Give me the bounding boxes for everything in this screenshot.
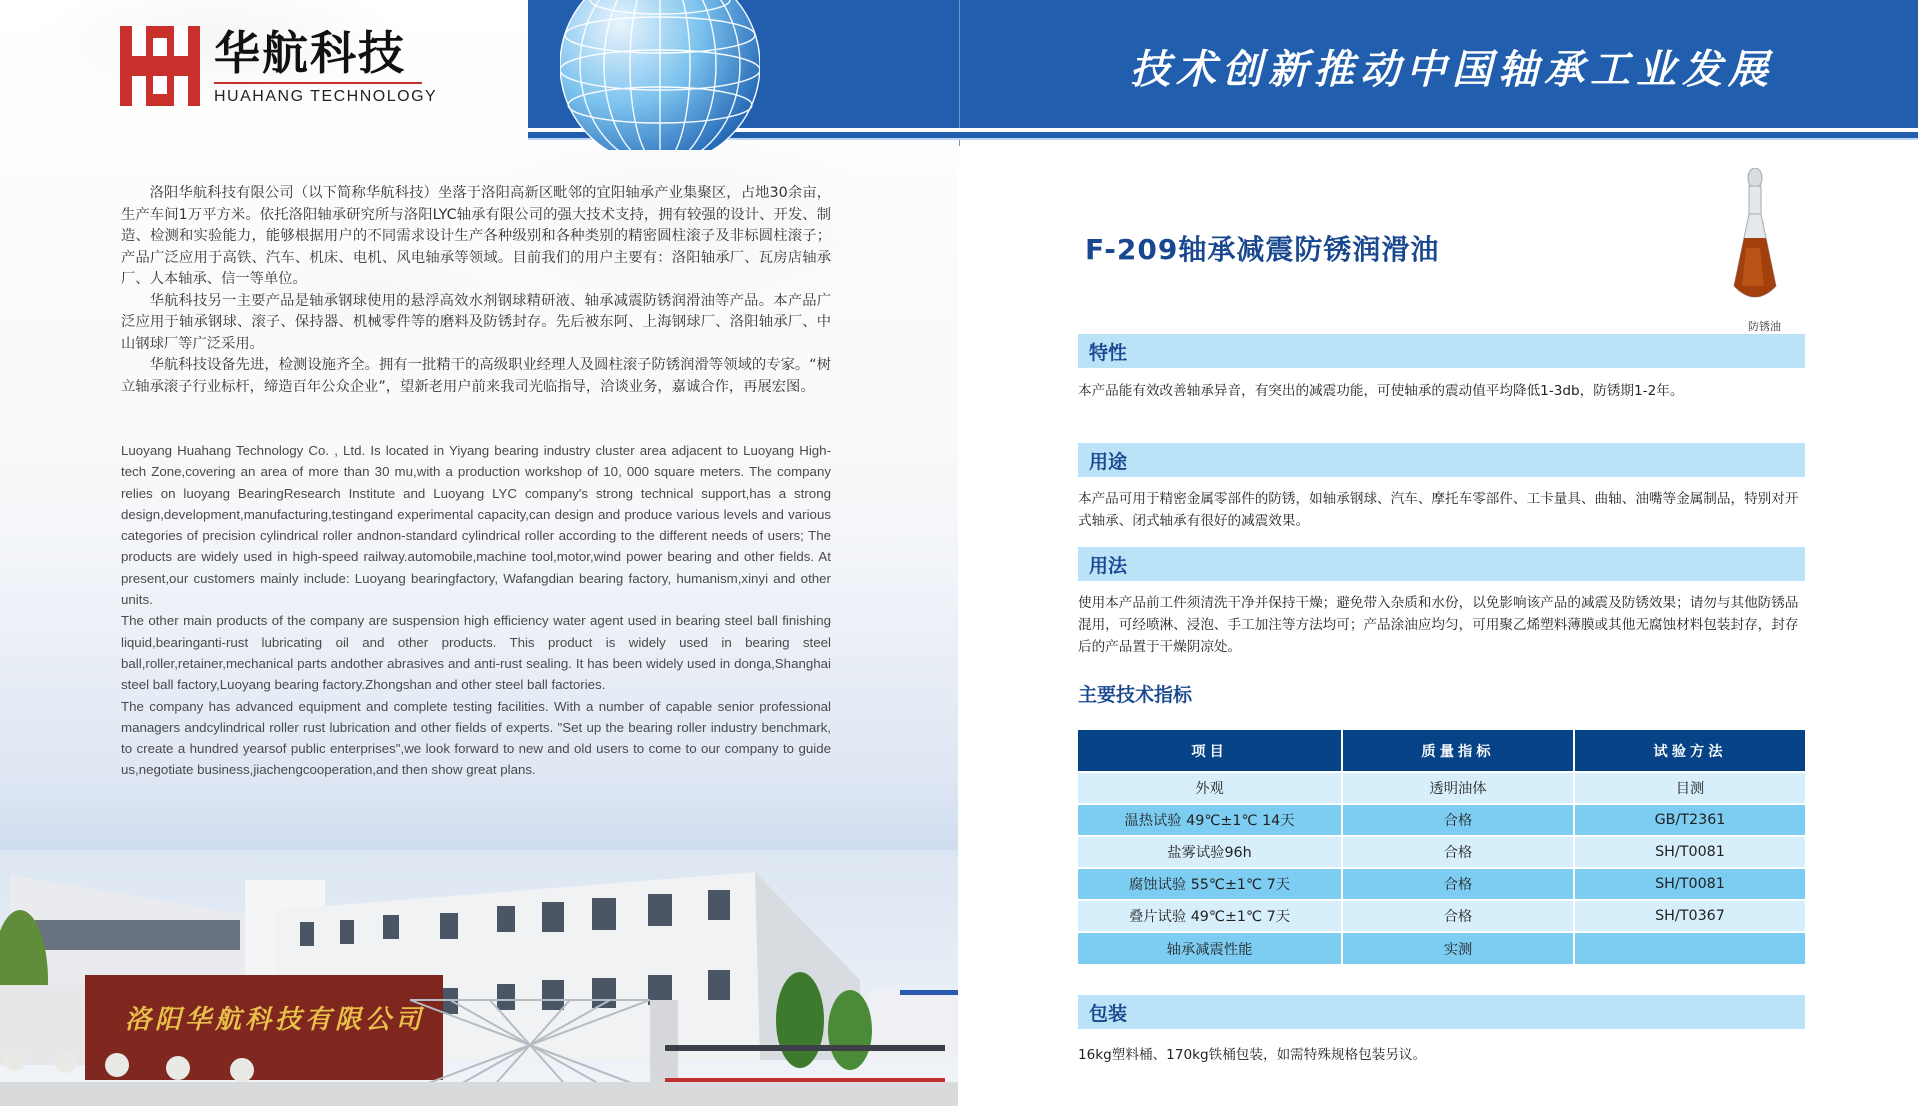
page-spine-divider: [959, 0, 960, 146]
logo-mark-icon: [120, 26, 200, 106]
table-row: [1078, 804, 1805, 836]
company-logo: [120, 26, 437, 106]
specs-table: [1078, 730, 1805, 964]
brand-name-en: HUAHANG TECHNOLOGY: [214, 87, 438, 105]
factory-building-image: [0, 850, 958, 1106]
section-heading: 包装: [1089, 1002, 1128, 1025]
intro-chinese: [121, 183, 831, 398]
section-header-features: [1078, 334, 1805, 368]
intro-en-paragraph: The other main products of the company are suspension high efficiency water agent used in bearing steel ball finishing liquid,bearinganti-rust lubricating oil and other products. This product is widely used in bearing steel ball,roller,retainer,mechanical parts andother abrasives and anti-rust sealing. It has been widely used in donga,Shanghai steel ball factory,Luoyang bearing factory.Zhongshan and other steel ball factories.: [121, 613, 831, 693]
table-cell: 实测: [1342, 932, 1574, 964]
specs-title: 主要技术指标: [1078, 684, 1193, 706]
intro-english: [121, 440, 831, 781]
header-slogan: 技术创新推动中国轴承工业发展: [1130, 46, 1774, 93]
section-heading: 用法: [1089, 554, 1128, 577]
table-header-row: [1078, 730, 1805, 772]
table-cell: 盐雾试验96h: [1078, 836, 1342, 868]
logo-divider: [214, 82, 422, 84]
table-cell: 外观: [1078, 772, 1342, 804]
table-row: [1078, 932, 1805, 964]
intro-en-paragraph: The company has advanced equipment and complete testing facilities. With a number of capable senior professional managers andcylindrical roller rust lubrication and other fields of experts. "Set up the bearing roller industry benchmark, to create a hundred yearsof public enterprises",we look forward to new and old users to come to our company to guide us,negotiate business,jiachengcooperation,and then show great plans.: [121, 698, 831, 778]
table-cell: 合格: [1342, 868, 1574, 900]
table-row: [1078, 772, 1805, 804]
section-header-method: [1078, 547, 1805, 581]
oil-bottle-image: [1730, 168, 1780, 308]
left-page: [0, 0, 958, 1106]
intro-en-paragraph: Luoyang Huahang Technology Co. , Ltd. Is located in Yiyang bearing industry cluster area adjacent to Luoyang High-tech Zone,covering an area of more than 30 mu,with a production workshop of 10, 000 square meters. The company relies on luoyang BearingResearch Institute and Luoyang LYC company's strong technical support,has a strong design,development,manufacturing,testingand experimental capacity,can design and produce various levels and various categories of precision cylindrical roller andnon-standard cylindrical roller according to the different needs of users; The products are widely used in high-speed railway.automobile,machine tool,motor,wind power bearing and other fields. At present,our customers mainly include: Luoyang bearingfactory, Wafangdian bearing factory, humanism,xinyi and other units.: [121, 443, 831, 608]
table-cell: SH/T0081: [1574, 868, 1805, 900]
table-cell: 合格: [1342, 836, 1574, 868]
table-cell: 腐蚀试验 55℃±1℃ 7天: [1078, 868, 1342, 900]
factory-photo: [0, 850, 958, 1106]
table-cell: 轴承减震性能: [1078, 932, 1342, 964]
table-cell: 合格: [1342, 900, 1574, 932]
section-header-packaging: [1078, 995, 1805, 1029]
section-header-usage: [1078, 443, 1805, 477]
table-cell: 合格: [1342, 804, 1574, 836]
table-row: [1078, 900, 1805, 932]
bottle-caption: 防锈油: [1748, 320, 1781, 333]
table-row: [1078, 868, 1805, 900]
table-cell: SH/T0081: [1574, 836, 1805, 868]
intro-cn-paragraph: 洛阳华航科技有限公司（以下简称华航科技）坐落于洛阳高新区毗邻的宜阳轴承产业集聚区，占地30余亩，生产车间1万平方米。依托洛阳轴承研究所与洛阳LYC轴承有限公司的强大技术支持，拥有较强的设计、开发、制造、检测和实验能力，能够根据用户的不同需求设计生产各种级别和各种类别的精密圆柱滚子及非标圆柱滚子；产品广泛应用于高铁、汽车、机床、电机、风电轴承等领域。目前我们的用户主要有：洛阳轴承厂、瓦房店轴承厂、人本轴承、信一等单位。: [121, 185, 831, 287]
globe-icon: [560, 0, 760, 150]
intro-cn-paragraph: 华航科技另一主要产品是轴承钢球使用的悬浮高效水剂钢球精研液、轴承减震防锈润滑油等产品。本产品广泛应用于轴承钢球、滚子、保持器、机械零件等的磨料及防锈封存。先后被东阿、上海钢球厂、洛阳轴承厂、中山钢球厂等广泛采用。: [121, 292, 831, 352]
column-header: 项目: [1078, 730, 1342, 772]
usage-text: 本产品可用于精密金属零部件的防锈，如轴承钢球、汽车、摩托车零部件、工卡量具、曲轴、油嘴等金属制品，特别对开式轴承、闭式轴承有很好的减震效果。: [1078, 491, 1799, 529]
features-text: 本产品能有效改善轴承异音，有突出的减震功能，可使轴承的震动值平均降低1-3db，防锈期1-2年。: [1078, 383, 1684, 399]
column-header: 质量指标: [1342, 730, 1574, 772]
method-text: 使用本产品前工件须清洗干净并保持干燥；避免带入杂质和水份，以免影响该产品的减震及防锈效果；请勿与其他防锈品混用，可经喷淋、浸泡、手工加注等方法均可；产品涂油应均匀，可用聚乙烯塑料薄膜或其他无腐蚀材料包装封存，封存后的产品置于干燥阴凉处。: [1078, 595, 1799, 655]
table-cell: 温热试验 49℃±1℃ 14天: [1078, 804, 1342, 836]
table-cell: SH/T0367: [1574, 900, 1805, 932]
table-cell: 目测: [1574, 772, 1805, 804]
table-cell: 叠片试验 49℃±1℃ 7天: [1078, 900, 1342, 932]
packaging-text: 16kg塑料桶、170kg铁桶包装，如需特殊规格包装另议。: [1078, 1047, 1427, 1063]
gate-sign: 洛阳华航科技有限公司: [125, 1005, 426, 1035]
product-title: F-209轴承减震防锈润滑油: [1085, 233, 1440, 266]
brand-name-cn: 华航科技: [214, 25, 406, 80]
section-heading: 特性: [1089, 341, 1128, 364]
table-row: [1078, 836, 1805, 868]
table-cell: [1574, 932, 1805, 964]
column-header: 试验方法: [1574, 730, 1805, 772]
intro-cn-paragraph: 华航科技设备先进，检测设施齐全。拥有一批精干的高级职业经理人及圆柱滚子防锈润滑等领域的专家。“树立轴承滚子行业标杆，缔造百年公众企业”，望新老用户前来我司光临指导，洽谈业务，嘉诚合作，再展宏图。: [121, 357, 831, 395]
table-cell: GB/T2361: [1574, 804, 1805, 836]
table-cell: 透明油体: [1342, 772, 1574, 804]
section-heading: 用途: [1089, 450, 1128, 473]
